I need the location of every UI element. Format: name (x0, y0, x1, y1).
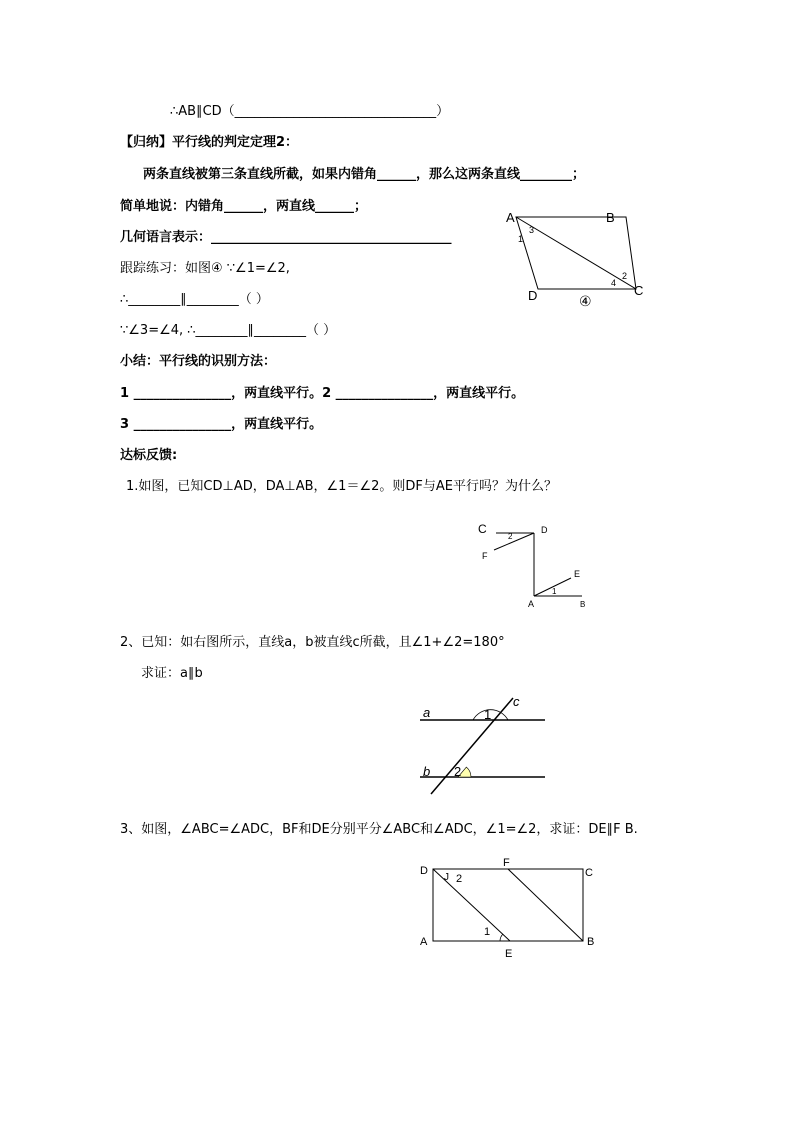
question-1: 1.如图，已知CD⊥AD，DA⊥AB，∠1＝∠2。则DF与AE平行吗？为什么？ (126, 479, 557, 494)
label-d: D (541, 525, 548, 535)
figure-q3 (415, 855, 605, 960)
method-3: 3 _______________，两直线平行。 (120, 417, 323, 432)
angle-2: 2 (454, 764, 462, 779)
top-line: ∴AB∥CD（_______________________________） (170, 104, 450, 119)
label-c: C (585, 867, 593, 879)
simple-say: 简单地说：内错角______，两直线______； (120, 199, 368, 214)
question-2-prove: 求证：a∥b (141, 666, 203, 681)
geometric-language: 几何语言表示：_____________________________________ (120, 230, 452, 245)
segment-fb (508, 869, 583, 941)
figure-4-parallelogram (500, 205, 650, 310)
conclusion-heading: 小结：平行线的识别方法： (120, 354, 277, 369)
label-b: B (587, 936, 595, 948)
angle-1: 1 (484, 707, 492, 722)
methods-1-2: 1 _______________，两直线平行。2 _______________，两直线平行。 (120, 386, 525, 401)
question-3: 3、如图，∠ABC=∠ADC，BF和DE分别平分∠ABC和∠ADC，∠1=∠2，求证：DE∥F B. (120, 822, 638, 837)
follow-line-1: ∴________∥________（ ） (120, 292, 269, 307)
follow-line-2: ∵∠3=∠4, ∴________∥________（ ） (120, 323, 337, 338)
label-c: C (478, 522, 487, 536)
label-b: B (580, 600, 586, 609)
figure-caption: ④ (579, 293, 592, 309)
label-a: A (506, 210, 515, 225)
angle-2: 2 (622, 271, 628, 281)
label-d: D (420, 865, 428, 877)
angle-mark: J (444, 872, 449, 883)
label-b: B (606, 210, 615, 225)
label-a: a (423, 705, 431, 720)
label-c: C (634, 283, 644, 298)
label-e: E (574, 569, 581, 579)
theorem-2: 两条直线被第三条直线所截，如果内错角______，那么这两条直线________； (143, 167, 586, 182)
angle-1: 1 (484, 926, 491, 938)
label-b: b (423, 764, 431, 779)
angle-3: 3 (529, 225, 535, 235)
summary-heading: 【归纳】平行线的判定定理2： (120, 135, 299, 150)
angle-4: 4 (611, 278, 617, 288)
label-d: D (528, 288, 538, 303)
feedback-heading: 达标反馈: (120, 448, 178, 463)
angle-1: 1 (552, 587, 557, 596)
angle-1: 1 (518, 234, 524, 244)
figure-q1 (470, 518, 600, 613)
angle-2: 2 (508, 532, 513, 541)
label-f: F (503, 857, 510, 869)
segment-df (494, 533, 534, 550)
angle-2: 2 (456, 873, 463, 885)
figure-q2 (415, 690, 550, 800)
question-2: 2、已知：如右图所示，直线a，b被直线c所截，且∠1+∠2=180° (120, 635, 505, 650)
label-f: F (482, 551, 488, 561)
label-c: c (513, 694, 520, 709)
label-a: A (528, 599, 535, 609)
label-e: E (505, 948, 513, 960)
label-a: A (420, 936, 428, 948)
follow-practice: 跟踪练习：如图④ ∵∠1=∠2, (120, 261, 290, 276)
angle-1-arc (500, 934, 503, 941)
